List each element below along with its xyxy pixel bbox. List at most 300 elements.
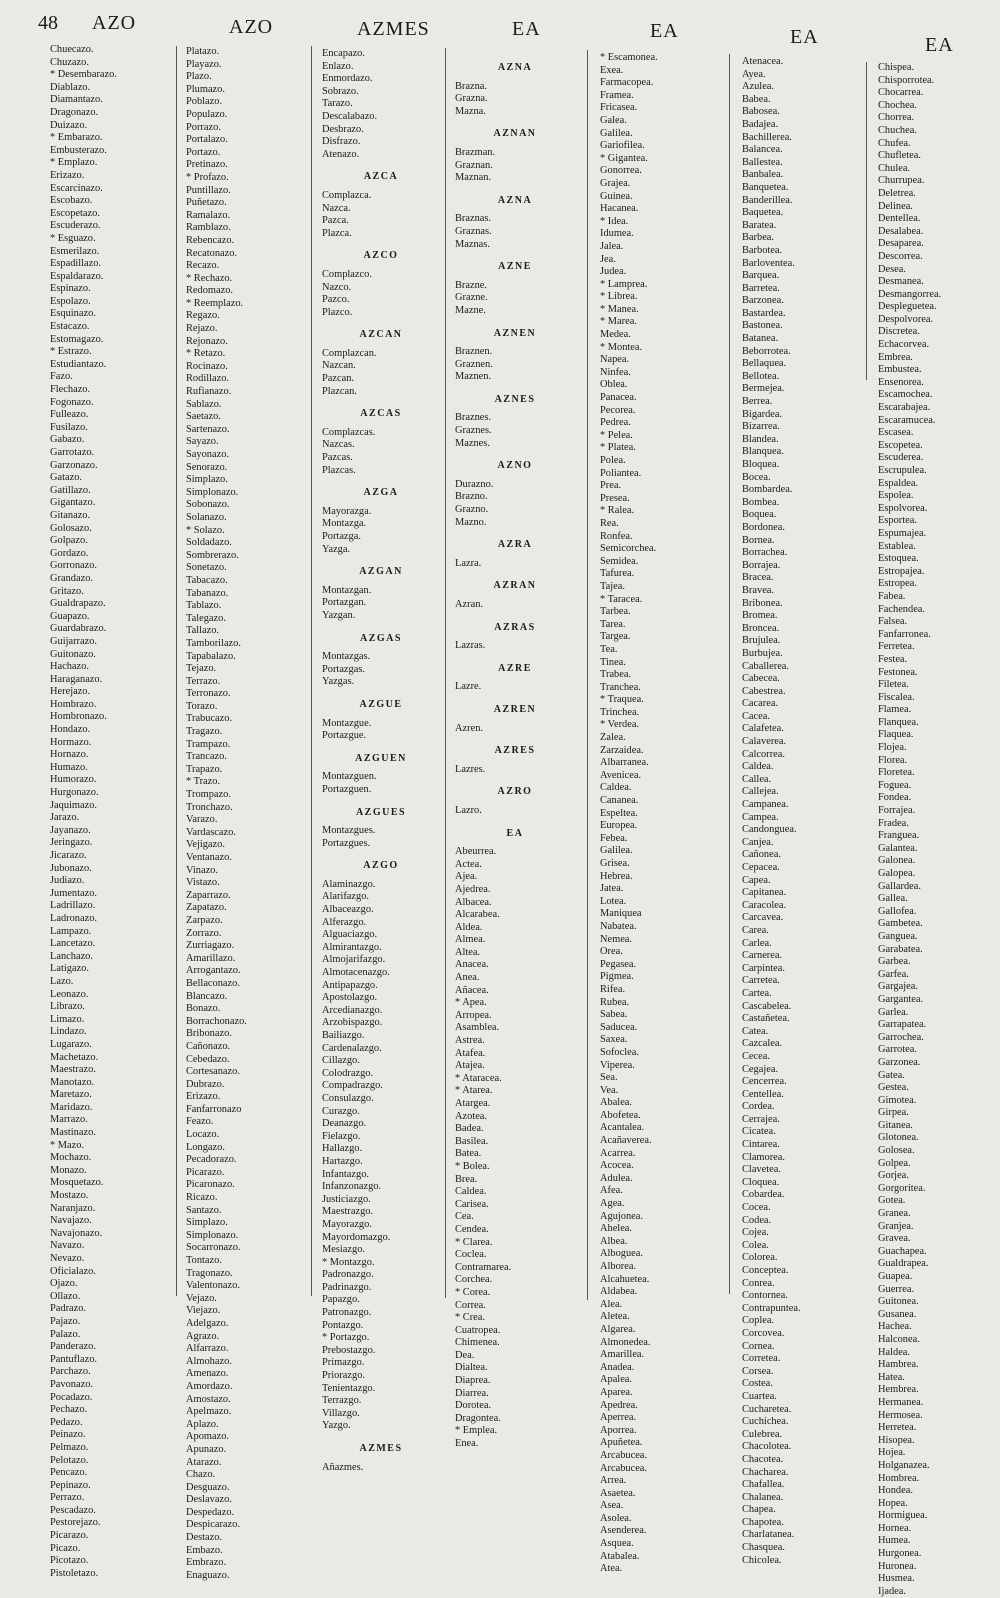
word-entry: Agujonea. — [600, 1210, 643, 1222]
word-entry: Guijarrazo. — [50, 635, 98, 647]
word-entry: Bellaconazo. — [186, 977, 240, 989]
running-header: AZO — [92, 12, 137, 34]
word-entry: Bastardea. — [742, 307, 786, 319]
word-entry: Chasquea. — [742, 1542, 785, 1554]
word-entry: Sombrerazo. — [186, 549, 239, 561]
word-entry: Gorjea. — [878, 1170, 909, 1182]
word-entry: Flaquea. — [878, 729, 914, 741]
word-entry: Espeltea. — [600, 807, 638, 819]
word-entry: Plumazo. — [186, 83, 225, 95]
word-entry: Capea. — [742, 874, 771, 886]
word-entry: Padrazo. — [50, 1303, 87, 1315]
running-header: AZO — [229, 16, 274, 38]
word-entry: Amostazo. — [186, 1393, 231, 1405]
column-rule — [729, 54, 730, 1294]
word-entry: Franguea. — [878, 830, 920, 842]
word-entry: Conceptea. — [742, 1265, 789, 1276]
word-entry: Cendea. — [455, 1223, 489, 1235]
word-entry: Gargantea. — [878, 993, 924, 1005]
word-entry: Gargajea. — [878, 981, 918, 993]
word-entry: Picotazo. — [50, 1555, 89, 1567]
word-entry: Añazmes. — [322, 1461, 364, 1473]
word-entry: Tejazo. — [186, 663, 217, 675]
word-entry: Pechazo. — [50, 1404, 88, 1416]
word-entry: Gritazo. — [50, 585, 84, 597]
word-entry: Navajonazo. — [50, 1227, 103, 1239]
word-entry: Jalea. — [600, 240, 624, 252]
word-entry: Churrupea. — [878, 175, 925, 187]
running-header: EA — [925, 34, 954, 56]
word-entry: Herretea. — [878, 1422, 917, 1434]
word-entry: Ganguea. — [878, 930, 918, 942]
word-entry: Deanazgo. — [322, 1118, 367, 1130]
word-entry: Jumentazo. — [50, 887, 98, 899]
word-entry: Alferazgo. — [322, 916, 367, 928]
word-entry: Lanchazo. — [50, 950, 93, 962]
word-entry: Pistoletazo. — [50, 1567, 99, 1579]
word-entry: Echacorvea. — [878, 339, 930, 351]
word-entry: Mochazo. — [50, 1152, 92, 1164]
word-entry: Carnerea. — [742, 950, 783, 962]
word-entry: * Estrazo. — [50, 346, 92, 358]
word-entry: Broncea. — [742, 622, 780, 634]
word-entry: Despicarazo. — [186, 1519, 240, 1531]
word-entry: Apedrea. — [600, 1399, 638, 1411]
word-entry: Arzobispazgo. — [322, 1017, 383, 1029]
word-column — [742, 56, 801, 1567]
word-entry: Gordazo. — [50, 547, 89, 559]
word-entry: Añacea. — [455, 984, 489, 996]
word-entry: Gallardea. — [878, 880, 921, 892]
word-entry: Calaverea. — [742, 736, 787, 748]
word-entry: Callejea. — [742, 786, 779, 798]
word-entry: Cabecea. — [742, 673, 780, 685]
word-entry: Primazgo. — [322, 1357, 365, 1369]
word-entry: Costea. — [742, 1378, 773, 1390]
word-entry: Sea. — [600, 1072, 618, 1084]
column-rule — [311, 46, 312, 1296]
word-entry: Mayorazgo. — [322, 1218, 372, 1230]
word-entry: Amarillazo. — [186, 952, 236, 964]
word-entry: * Desembarazo. — [50, 69, 117, 81]
word-entry: * Traquea. — [600, 694, 644, 706]
word-entry: Duizazo. — [50, 119, 88, 131]
word-entry: Judea. — [600, 266, 627, 278]
word-entry: Portazguen. — [322, 783, 372, 795]
word-entry: Gallea. — [878, 893, 908, 905]
word-entry: Colorea. — [742, 1252, 778, 1264]
word-entry: Peinazo. — [50, 1429, 86, 1441]
word-entry: * Rechazo. — [186, 272, 233, 284]
word-entry: Pescadazo. — [50, 1504, 96, 1516]
word-entry: Apomazo. — [186, 1431, 229, 1443]
word-entry: Haldea. — [878, 1346, 911, 1358]
word-entry: Portazo. — [186, 146, 221, 158]
word-entry: Bastonea. — [742, 320, 783, 332]
section-heading: AZCAN — [359, 329, 403, 341]
word-entry: Jayanazo. — [50, 824, 91, 836]
word-entry: * Montazgo. — [322, 1256, 375, 1268]
word-entry: Sonetazo. — [186, 562, 227, 574]
word-entry: Alarifazgo. — [322, 891, 370, 903]
word-entry: Fiscalea. — [878, 691, 915, 703]
word-entry: Escarcinazo. — [50, 182, 103, 194]
word-entry: Sofoclea. — [600, 1046, 639, 1058]
word-entry: Diarrea. — [455, 1387, 489, 1399]
word-entry: Batea. — [455, 1148, 482, 1160]
word-entry: Complazcas. — [322, 426, 376, 438]
word-entry: Gallofea. — [878, 905, 917, 917]
word-entry: Ladrillazo. — [50, 900, 96, 912]
word-entry: Adelgazo. — [186, 1317, 229, 1329]
word-entry: Atabalea. — [600, 1550, 640, 1562]
word-entry: Gigantazo. — [50, 497, 96, 509]
word-entry: Almirantazgo. — [322, 941, 382, 953]
section-heading: AZNAN — [493, 128, 537, 140]
word-entry: Porrazo. — [186, 121, 221, 133]
word-entry: Acantalea. — [600, 1122, 645, 1134]
word-entry: Colea. — [742, 1239, 769, 1251]
word-entry: Actea. — [455, 858, 482, 870]
word-entry: Abalea. — [600, 1097, 633, 1109]
word-entry: Apuñetea. — [600, 1437, 643, 1449]
word-entry: Tranchea. — [600, 681, 641, 693]
word-entry: Sartenazo. — [186, 423, 230, 435]
word-entry: Filetea. — [878, 679, 909, 691]
word-entry: Lampazo. — [50, 925, 92, 937]
word-entry: Torazo. — [186, 700, 218, 712]
word-entry: Cuartea. — [742, 1390, 777, 1402]
word-entry: Semidea. — [600, 555, 639, 567]
word-entry: Terrazo. — [186, 675, 221, 687]
word-entry: Tragonazo. — [186, 1267, 233, 1279]
word-entry: Jubonazo. — [50, 862, 92, 874]
word-entry: Yazgo. — [322, 1420, 351, 1432]
word-entry: Cortesanazo. — [186, 1066, 240, 1078]
word-entry: Brea. — [455, 1173, 478, 1185]
word-entry: Bermejea. — [742, 383, 785, 395]
word-entry: Pontazgo. — [322, 1319, 364, 1331]
word-entry: Tallazo. — [186, 625, 220, 637]
word-entry: Hormiguea. — [878, 1510, 928, 1522]
word-entry: Complazca. — [322, 189, 372, 201]
word-entry: Bigardea. — [742, 408, 783, 420]
word-entry: Vejazo. — [186, 1292, 217, 1304]
word-entry: Alea. — [600, 1298, 623, 1310]
word-entry: Deletrea. — [878, 187, 916, 199]
word-entry: Maznes. — [455, 437, 490, 449]
word-entry: Braznas. — [455, 213, 492, 225]
word-entry: Ijadea. — [878, 1585, 906, 1597]
word-entry: Diablazo. — [50, 81, 91, 93]
word-entry: Desalabea. — [878, 225, 924, 237]
word-entry: Abeurrea. — [455, 846, 497, 858]
word-entry: Candonguea. — [742, 824, 797, 836]
word-entry: Bizarrea. — [742, 421, 780, 433]
section-heading: AZCA — [363, 171, 399, 183]
word-entry: Grazna. — [455, 93, 488, 105]
word-entry: Ayea. — [742, 68, 766, 80]
word-entry: Maniquea — [600, 908, 642, 920]
word-entry: Arcabucea. — [600, 1449, 648, 1461]
word-entry: Pantuflazo. — [50, 1353, 98, 1365]
word-entry: Chapotea. — [742, 1516, 784, 1528]
word-entry: Asolea. — [600, 1512, 632, 1524]
word-entry: Atargea. — [455, 1098, 491, 1109]
word-entry: Dragontea. — [455, 1412, 501, 1424]
word-entry: Platazo. — [186, 46, 220, 57]
word-entry: Yazgan. — [322, 609, 356, 621]
word-entry: Maridazo. — [50, 1101, 93, 1113]
word-entry: Flechazo. — [50, 384, 91, 396]
word-entry: Garlea. — [878, 1006, 909, 1018]
word-entry: Puntillazo. — [186, 184, 231, 196]
word-entry: Tajea. — [600, 580, 625, 592]
word-entry: * Apea. — [455, 997, 487, 1009]
section-heading: AZNES — [494, 393, 536, 405]
word-column — [878, 62, 941, 1598]
word-entry: * Reemplazo. — [186, 297, 244, 309]
word-entry: Hopea. — [878, 1497, 908, 1509]
word-entry: Hambrea. — [878, 1359, 919, 1371]
word-entry: Complazco. — [322, 268, 372, 280]
word-entry: Alfarrazo. — [186, 1343, 229, 1355]
word-entry: Pecorea. — [600, 404, 636, 416]
word-entry: Recatonazo. — [186, 247, 238, 259]
word-entry: Brazman. — [455, 146, 496, 158]
word-entry: Hisopea. — [878, 1434, 915, 1446]
word-entry: Guinea. — [600, 190, 633, 202]
word-entry: Mazno. — [455, 516, 487, 528]
word-entry: Esquinazo. — [50, 308, 96, 320]
word-entry: Pedrea. — [600, 417, 631, 429]
word-entry: Embazo. — [186, 1544, 223, 1556]
word-entry: Lazo. — [50, 975, 74, 987]
word-entry: Hebrea. — [600, 870, 633, 882]
word-entry: Populazo. — [186, 108, 228, 120]
word-entry: Garrotea. — [878, 1044, 917, 1056]
word-entry: Gusanea. — [878, 1308, 917, 1320]
word-entry: Espadillazo. — [50, 258, 102, 270]
word-entry: Embustea. — [878, 364, 922, 376]
word-entry: Hachea. — [878, 1321, 912, 1333]
word-entry: Portazgues. — [322, 837, 371, 849]
word-entry: Grazne. — [455, 292, 488, 304]
word-entry: Braznes. — [455, 412, 492, 424]
word-entry: Pazcas. — [322, 452, 353, 464]
word-entry: Galopea. — [878, 868, 916, 879]
word-entry: Caldea. — [600, 782, 632, 794]
word-entry: Guapazo. — [50, 610, 90, 622]
word-entry: Saducea. — [600, 1021, 638, 1033]
word-entry: Cacea. — [742, 710, 770, 722]
word-entry: Sayazo. — [186, 436, 219, 448]
word-entry: Escaramucea. — [878, 414, 936, 426]
word-entry: Desaparea. — [878, 238, 924, 250]
word-entry: Galantea. — [878, 842, 918, 854]
word-entry: Garrapatea. — [878, 1019, 927, 1031]
word-entry: Papazgo. — [322, 1294, 360, 1306]
word-entry: Pestorejazo. — [50, 1517, 101, 1529]
word-entry: Festea. — [878, 653, 908, 665]
word-entry: Plazcan. — [322, 385, 357, 397]
word-entry: Boquea. — [742, 509, 777, 521]
word-entry: Hacanea. — [600, 203, 639, 215]
word-entry: Descorrea. — [878, 250, 923, 262]
word-entry: Gabazo. — [50, 434, 85, 446]
word-entry: Herejazo. — [50, 686, 91, 698]
word-entry: Almea. — [455, 934, 486, 946]
word-entry: Pencazo. — [50, 1467, 88, 1479]
word-entry: Latigazo. — [50, 963, 89, 975]
word-entry: Desmangorrea. — [878, 288, 942, 300]
word-entry: Girpea. — [878, 1107, 909, 1119]
word-entry: Guerrea. — [878, 1283, 915, 1295]
word-entry: Tapabalazo. — [186, 650, 236, 662]
word-entry: Fanfarronazo — [186, 1103, 242, 1115]
word-entry: Vejigazo. — [186, 839, 225, 851]
word-entry: Tenientazgo. — [322, 1382, 376, 1394]
word-entry: Humorazo. — [50, 774, 97, 786]
word-entry: Albarranea. — [600, 757, 649, 769]
word-entry: Nazco. — [322, 281, 352, 293]
word-entry: * Ralea. — [600, 505, 635, 517]
word-entry: Ronfea. — [600, 530, 633, 542]
word-entry: Jaquimazo. — [50, 799, 98, 811]
word-entry: Hondazo. — [50, 724, 91, 736]
word-entry: Amordazo. — [186, 1380, 233, 1392]
word-entry: Codea. — [742, 1214, 772, 1226]
word-entry: Soldadazo. — [186, 537, 232, 549]
word-entry: Cloquea. — [742, 1176, 780, 1188]
word-entry: Carpintea. — [742, 962, 785, 974]
word-entry: Trapazo. — [186, 763, 223, 775]
word-entry: Guitonazo. — [50, 648, 96, 660]
word-entry: Bachillerea. — [742, 131, 792, 143]
word-entry: Grajea. — [600, 177, 631, 189]
word-entry: Falsea. — [878, 616, 908, 628]
word-entry: Lotea. — [600, 895, 627, 907]
word-column — [50, 44, 117, 1580]
word-entry: Cañonazo. — [186, 1040, 231, 1052]
word-entry: Estacazo. — [50, 321, 90, 333]
word-entry: Galea. — [600, 114, 627, 126]
word-entry: Polea. — [600, 455, 626, 466]
word-entry: Caracolea. — [742, 899, 787, 911]
word-entry: * Embarazo. — [50, 132, 103, 144]
word-entry: Barquea. — [742, 270, 780, 282]
word-entry: Mayorazga. — [322, 505, 372, 517]
word-entry: Picarazo. — [186, 1166, 225, 1178]
word-entry: * Librea. — [600, 291, 638, 303]
word-entry: Rea. — [600, 517, 619, 529]
word-entry: Chacharea. — [742, 1466, 789, 1478]
word-entry: Cea. — [455, 1211, 474, 1223]
word-entry: Machetazo. — [50, 1051, 99, 1063]
word-entry: Borrachonazo. — [186, 1015, 247, 1027]
word-entry: Ramblazo. — [186, 222, 231, 234]
word-entry: Plazco. — [322, 306, 353, 318]
section-heading: AZGUEN — [355, 752, 407, 764]
word-entry: Vea. — [600, 1084, 619, 1096]
word-entry: Borrachea. — [742, 547, 788, 559]
section-heading: AZRA — [497, 539, 533, 551]
word-entry: Sablazo. — [186, 398, 222, 410]
word-entry: Atajea. — [455, 1060, 485, 1072]
word-entry: Banderillea. — [742, 194, 793, 206]
word-entry: Zarpazo. — [186, 914, 223, 926]
word-entry: Fradea. — [878, 817, 909, 829]
word-entry: Jatea. — [600, 883, 624, 895]
word-entry: Garabatea. — [878, 943, 923, 955]
word-entry: Maznen. — [455, 371, 492, 383]
word-entry: Dialtea. — [455, 1362, 488, 1374]
word-entry: Talegazo. — [186, 612, 226, 624]
word-entry: Garfea. — [878, 968, 909, 980]
word-entry: Ahelea. — [600, 1223, 633, 1235]
word-entry: Cuchichea. — [742, 1416, 789, 1428]
word-entry: Jarazo. — [50, 812, 80, 824]
word-entry: Montazga. — [322, 518, 367, 530]
word-entry: Barloventea. — [742, 257, 795, 269]
word-entry: Acocea. — [600, 1160, 634, 1172]
word-entry: Bornea. — [742, 534, 775, 546]
word-entry: Arcedianazgo. — [322, 1004, 383, 1016]
word-entry: Haraganazo. — [50, 673, 103, 685]
word-entry: Targea. — [600, 631, 631, 643]
word-entry: Enea. — [455, 1438, 479, 1450]
word-entry: Borrajea. — [742, 559, 781, 571]
word-entry: Idumea. — [600, 228, 634, 240]
word-entry: Naranjazo. — [50, 1202, 96, 1214]
section-heading: AZRO — [497, 786, 533, 798]
word-entry: Lindazo. — [50, 1026, 87, 1038]
word-entry: Farmacopea. — [600, 77, 654, 89]
word-entry: * Esguazo. — [50, 232, 96, 244]
word-entry: Zarzaidea. — [600, 744, 644, 756]
word-entry: Portazgas. — [322, 663, 365, 675]
word-entry: Tarazo. — [322, 98, 353, 110]
word-entry: Braznen. — [455, 346, 493, 358]
word-entry: Maestrazo. — [50, 1064, 96, 1076]
word-entry: Callea. — [742, 773, 772, 785]
word-entry: Enmordazo. — [322, 73, 373, 85]
word-entry: Colodrazgo. — [322, 1067, 374, 1079]
word-entry: Zalea. — [600, 732, 626, 744]
word-entry: Yazgas. — [322, 676, 355, 688]
word-entry: Centellea. — [742, 1088, 784, 1100]
word-entry: Gualdrapea. — [878, 1258, 929, 1270]
word-entry: Chimenea. — [455, 1337, 500, 1349]
word-entry: Terronazo. — [186, 688, 231, 700]
word-entry: Carcavea. — [742, 912, 784, 924]
word-entry: Enaguazo. — [186, 1569, 230, 1581]
word-entry: Embusterazo. — [50, 144, 107, 156]
word-entry: Diamantazo. — [50, 94, 103, 106]
word-entry: Bellaquea. — [742, 358, 787, 370]
word-entry: Varazo. — [186, 814, 218, 826]
word-entry: Zurriagazo. — [186, 940, 235, 952]
word-entry: Durazno. — [455, 478, 494, 490]
word-entry: Bombea. — [742, 496, 780, 508]
word-entry: Estropea. — [878, 578, 917, 590]
word-entry: Amenazo. — [186, 1368, 229, 1380]
word-entry: Chalanea. — [742, 1491, 784, 1503]
word-entry: Alborea. — [600, 1261, 637, 1272]
word-entry: Brujulea. — [742, 635, 781, 647]
word-entry: * Escamonea. — [600, 52, 658, 63]
word-entry: Azulea. — [742, 81, 775, 93]
